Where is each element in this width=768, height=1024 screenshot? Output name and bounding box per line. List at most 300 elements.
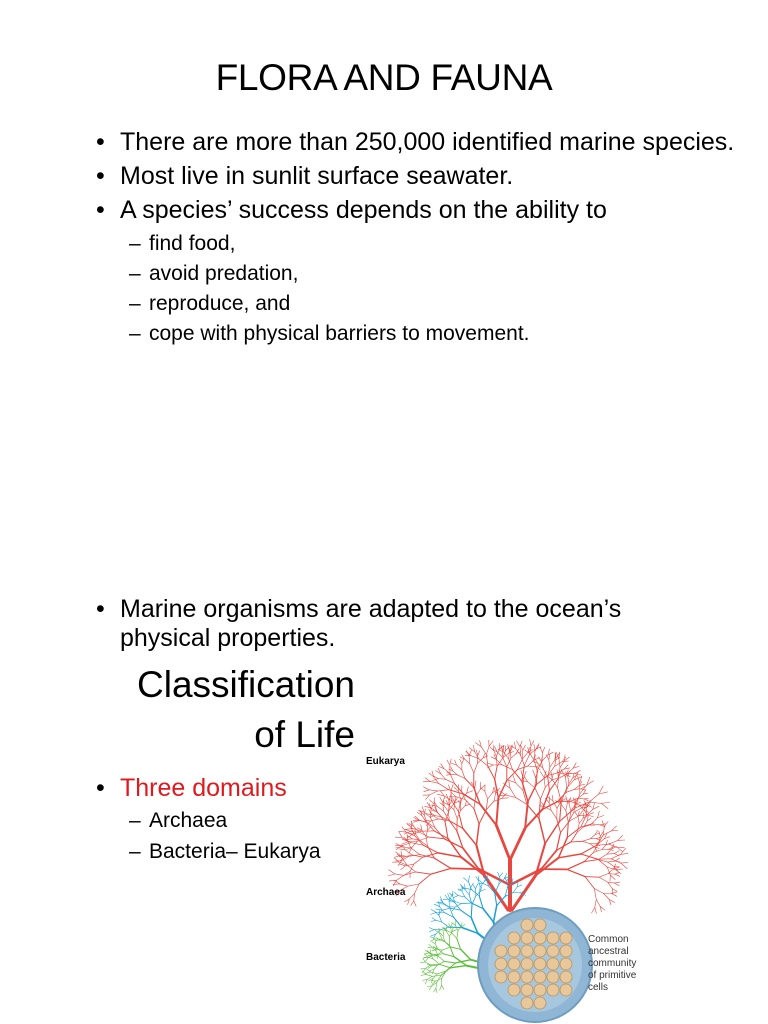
tree-branch (602, 802, 610, 804)
tree-branch (508, 744, 510, 750)
tree-branch (468, 882, 471, 890)
tree-branch (459, 888, 464, 890)
primitive-cell (495, 971, 507, 983)
tree-branch (598, 811, 600, 818)
tree-branch (475, 781, 476, 788)
tree-branch (489, 741, 493, 746)
tree-branch (559, 837, 568, 857)
tree-branch (502, 798, 509, 799)
tree-branch (615, 882, 620, 883)
tree-branch (439, 964, 450, 968)
tree-branch (425, 957, 428, 961)
sub-bullet-reproduce: – reproduce, and (129, 292, 736, 316)
tree-branch (495, 766, 497, 779)
tree-branch (474, 809, 479, 824)
domains-sub-list (120, 809, 356, 864)
tree-branch (585, 877, 594, 889)
primitive-cell (560, 971, 572, 983)
tree-branch (405, 828, 412, 829)
tree-branch (582, 841, 590, 843)
tree-branch (470, 764, 474, 773)
tree-branch (610, 875, 615, 879)
tree-branch (443, 803, 444, 812)
primitive-cell (547, 932, 559, 944)
tree-branch (465, 804, 470, 806)
tree-branch (584, 799, 588, 801)
tree-branch (575, 812, 578, 816)
tree-branch (461, 949, 471, 959)
tree-branch (608, 882, 615, 883)
label-ancestral-line5: cells (588, 982, 609, 993)
tree-branch (528, 766, 536, 767)
tree-branch (607, 854, 614, 855)
tree-branch (517, 885, 522, 887)
tree-branch (608, 861, 615, 862)
tree-branch (539, 818, 545, 843)
bullet-species-count: • There are more than 250,000 identified marine species. (96, 128, 736, 156)
tree-branch (571, 841, 582, 842)
tree-branch (457, 765, 462, 770)
tree-branch (612, 894, 617, 897)
tree-branch (429, 986, 431, 990)
tree-branch (423, 853, 438, 857)
tree-branch (465, 779, 474, 788)
tree-branch (433, 959, 439, 965)
tree-branch (452, 801, 459, 812)
tree-branch (442, 985, 444, 989)
tree-branch (471, 883, 474, 888)
tree-branch (465, 801, 466, 806)
classification-title-line1: Classification (137, 664, 355, 705)
tree-branch (440, 803, 444, 806)
tree-branch (436, 978, 442, 981)
tree-branch (468, 876, 469, 882)
tree-branch (507, 881, 508, 888)
tree-branch (395, 837, 402, 838)
tree-branch (453, 798, 455, 803)
tree-branch (474, 763, 478, 773)
tree-branch (461, 903, 471, 904)
tree-branch (445, 895, 449, 899)
primitive-cell (560, 984, 572, 996)
primitive-cell (508, 971, 520, 983)
tree-branch (589, 802, 601, 804)
tree-branch (596, 900, 600, 907)
tree-branch (432, 975, 441, 976)
tree-branch (530, 739, 531, 746)
label-archaea: Archaea (366, 887, 406, 898)
tree-branch (471, 904, 472, 917)
tree-branch (592, 907, 595, 913)
tree-branch (578, 798, 584, 799)
tree-branch (438, 956, 444, 962)
tree-branch (451, 868, 479, 869)
tree-branch (523, 771, 526, 779)
tree-branch (578, 816, 579, 823)
label-ancestral-line2: ancestral (588, 946, 629, 957)
tree-branch (488, 793, 493, 799)
tree-branch (540, 772, 544, 778)
tree-branch (445, 822, 448, 839)
tree-branch (444, 904, 450, 908)
tree-branch (429, 928, 434, 930)
tree-branch (513, 775, 515, 782)
tree-branch (565, 755, 566, 761)
tree-branch (595, 907, 597, 913)
tree-branch (536, 771, 537, 785)
domain-archaea: – Archaea (129, 809, 356, 833)
tree-branch (612, 889, 617, 892)
tree-branch (399, 849, 405, 850)
primitive-cell (534, 919, 546, 931)
tree-branch (437, 790, 448, 791)
tree-branch (434, 858, 451, 868)
sub-bullet-barriers: – cope with physical barriers to movement. (129, 322, 736, 346)
tree-branch (608, 874, 615, 875)
tree-branch (589, 794, 598, 802)
tree-branch (509, 751, 510, 759)
sub-bullet-predation: – avoid predation, (129, 262, 736, 286)
tree-branch (533, 770, 536, 778)
tree-branch (442, 930, 446, 931)
tree-branch (461, 806, 466, 811)
tree-branch (621, 863, 627, 869)
tree-branch (540, 787, 545, 799)
tree-branch (432, 918, 436, 921)
tree-branch (604, 894, 610, 900)
tree-branch (620, 853, 628, 854)
domains-heading: Three domains (120, 774, 287, 802)
tree-branch (426, 795, 430, 800)
sub-bullet-food: – find food, (129, 232, 736, 256)
tree-branch (467, 791, 473, 793)
tree-branch (590, 822, 594, 825)
tree-branch (510, 869, 541, 885)
tree-branch (393, 880, 396, 885)
label-ancestral-line4: of primitive (588, 970, 637, 981)
primitive-cell (521, 984, 533, 996)
tree-branch (415, 884, 419, 893)
tree-branch (428, 826, 431, 830)
tree-branch (432, 942, 436, 944)
tree-branch (575, 774, 581, 776)
tree-branch (453, 896, 458, 898)
tree-branch (451, 927, 452, 933)
primitive-cell (508, 932, 520, 944)
tree-branch (443, 947, 451, 950)
tree-branch (511, 754, 516, 759)
tree-of-life-figure (360, 685, 660, 1024)
tree-branch (454, 810, 457, 819)
tree-branch (427, 986, 432, 987)
primitive-cell (547, 971, 559, 983)
tree-branch (590, 835, 595, 839)
tree-branch (425, 972, 430, 974)
tree-branch (609, 840, 618, 844)
tree-branch (429, 800, 434, 805)
tree-branch (497, 752, 503, 758)
tree-branch (451, 792, 456, 797)
tree-branch (567, 827, 581, 837)
tree-branch (399, 832, 403, 838)
tree-branch (424, 790, 430, 792)
tree-branch (451, 784, 453, 791)
tree-branch (486, 746, 489, 754)
tree-branch (598, 859, 607, 867)
tree-branch (562, 761, 568, 762)
tree-branch (523, 745, 526, 750)
tree-branch (463, 878, 468, 882)
tree-branch (411, 848, 420, 855)
tree-branch (444, 961, 455, 963)
tree-branch (555, 762, 562, 766)
tree-branch (557, 770, 559, 777)
tree-branch (401, 866, 406, 870)
primitive-cell (508, 945, 520, 957)
tree-branch (602, 845, 606, 850)
tree-branch (421, 974, 426, 975)
tree-branch (421, 962, 426, 963)
tree-branch (418, 837, 429, 841)
primitive-cell (547, 945, 559, 957)
tree-branch (458, 896, 465, 897)
tree-branch (599, 874, 608, 878)
primitive-cell (521, 971, 533, 983)
tree-branch (432, 965, 438, 966)
tree-branch (429, 837, 444, 839)
primitive-cell (534, 997, 546, 1009)
tree-branch (549, 760, 550, 767)
tree-branch (566, 802, 568, 810)
tree-branch (438, 779, 445, 780)
domains-list (96, 773, 356, 871)
tree-branch (520, 747, 521, 756)
tree-branch (416, 872, 431, 874)
tree-branch (590, 844, 595, 848)
tree-branch (479, 810, 486, 824)
tree-branch (621, 863, 628, 864)
tree-branch (611, 854, 620, 858)
tree-branch (494, 906, 497, 922)
tree-branch (394, 858, 399, 862)
tree-branch (441, 774, 446, 780)
tree-branch (614, 854, 619, 856)
tree-branch (608, 862, 614, 866)
tree-branch (561, 804, 566, 811)
tree-branch (411, 901, 414, 906)
tree-branch (430, 970, 434, 971)
tree-branch (539, 757, 542, 761)
primitive-cell (547, 958, 559, 970)
tree-branch (431, 981, 436, 982)
tree-branch (460, 759, 462, 763)
adapted-bullet-list (96, 595, 696, 653)
ancestral-community-circle (478, 908, 592, 1022)
label-ancestral-line1: Common (588, 934, 629, 945)
tree-branch (425, 778, 430, 782)
tree-branch (396, 875, 403, 880)
tree-branch (414, 901, 416, 906)
tree-branch (494, 793, 496, 801)
tree-branch (528, 760, 534, 766)
tree-branch (431, 868, 451, 874)
tree-branch (462, 891, 465, 897)
tree-branch (444, 806, 448, 812)
primitive-cell (560, 932, 572, 944)
tree-branch (540, 747, 542, 752)
domain-bacteria-eukarya: – Bacteria– Eukarya (129, 840, 356, 864)
label-ancestral (588, 934, 637, 993)
tree-branch (481, 889, 486, 891)
tree-branch (603, 826, 604, 835)
tree-branch (549, 797, 550, 803)
tree-branch (424, 809, 425, 815)
tree-branch (444, 800, 445, 805)
tree-branch (465, 759, 470, 764)
primitive-cell (547, 984, 559, 996)
tree-branch (599, 877, 608, 882)
classification-title (100, 660, 355, 760)
primitive-cell (521, 932, 533, 944)
tree-branch (610, 875, 611, 881)
primitive-cell (521, 958, 533, 970)
tree-branch (481, 747, 486, 755)
tree-branch (615, 872, 620, 874)
primitive-cell (508, 958, 520, 970)
tree-branch (476, 824, 479, 845)
tree-branch (620, 848, 625, 854)
bullet-success-text: A species’ success depends on the ability to (120, 196, 607, 224)
tree-branch (507, 770, 518, 781)
tree-branch (513, 887, 517, 893)
tree-branch (434, 965, 438, 969)
tree-branch (395, 874, 404, 875)
tree-branch (527, 805, 539, 819)
success-sub-list (120, 232, 736, 346)
tree-branch (585, 877, 599, 878)
tree-branch (592, 824, 600, 825)
bullet-success (96, 196, 736, 346)
tree-branch (457, 939, 461, 950)
tree-branch (520, 745, 522, 750)
tree-branch (431, 939, 435, 942)
tree-branch (404, 872, 416, 875)
tree-branch (423, 980, 428, 981)
tree-branch (388, 874, 394, 876)
tree-branch (436, 983, 437, 989)
tree-branch (429, 790, 437, 791)
domains-bullet (96, 773, 356, 864)
tree-branch (531, 741, 534, 746)
tree-branch (481, 887, 482, 892)
tree-branch (469, 756, 470, 764)
tree-branch (567, 869, 585, 876)
primitive-cell (534, 932, 546, 944)
primitive-cell (560, 945, 572, 957)
tree-branch (503, 746, 504, 752)
tree-branch (510, 828, 525, 860)
tree-branch (407, 865, 416, 872)
tree-branch (431, 920, 436, 921)
tree-branch (614, 851, 619, 854)
tree-branch (389, 870, 395, 874)
tree-branch (474, 796, 476, 808)
tree-branch (437, 806, 444, 811)
tree-branch (615, 883, 620, 886)
primitive-cell (560, 958, 572, 970)
tree-branch (450, 947, 460, 949)
tree-branch (539, 799, 540, 818)
tree-branch (425, 965, 430, 969)
tree-branch (550, 779, 559, 791)
tree-branch (549, 755, 550, 760)
tree-branch (600, 824, 606, 825)
primitive-cell (534, 945, 546, 957)
primitive-cell (521, 919, 533, 931)
page-title: FLORA AND FAUNA (215, 57, 553, 98)
tree-branch (615, 874, 620, 876)
primitive-cell (495, 945, 507, 957)
tree-branch (595, 900, 597, 908)
tree-branch (465, 890, 469, 895)
tree-branch (485, 791, 488, 799)
tree-branch (424, 953, 429, 954)
tree-branch (431, 913, 436, 915)
tree-branch (440, 985, 442, 990)
tree-branch (455, 893, 459, 896)
tree-branch (438, 853, 461, 857)
tree-branch (436, 940, 440, 941)
tree-branch (611, 859, 621, 863)
tree-branch (569, 804, 571, 812)
tree-branch (429, 930, 434, 932)
tree-branch (478, 751, 480, 756)
tree-branch (566, 777, 567, 788)
tree-branch (457, 931, 458, 939)
tree-branch (530, 753, 534, 760)
tree-branch (399, 831, 406, 832)
tree-branch (602, 804, 609, 809)
tree-branch (436, 949, 442, 950)
tree-branch (479, 880, 483, 883)
tree-branch (449, 924, 451, 927)
bullet-sunlit: • Most live in sunlit surface seawater. (96, 162, 736, 190)
tree-branch (400, 884, 408, 886)
tree-branch (479, 759, 488, 766)
tree-branch (443, 932, 444, 936)
tree-branch (598, 816, 604, 818)
tree-branch (479, 887, 480, 896)
tree-branch (514, 742, 515, 748)
tree-branch (440, 797, 443, 802)
primitive-cell (508, 984, 520, 996)
tree-branch (476, 884, 478, 889)
tree-branch (550, 760, 555, 767)
primitive-cell (534, 971, 546, 983)
tree-branch (478, 883, 483, 884)
tree-branch (618, 836, 623, 841)
tree-branch (463, 828, 477, 845)
tree-branch (544, 778, 545, 788)
tree-branch (568, 777, 569, 784)
tree-branch (450, 800, 453, 804)
tree-branch (425, 980, 427, 985)
label-ancestral-line3: community (588, 958, 637, 969)
tree-branch (423, 787, 429, 790)
tree-branch (599, 831, 601, 836)
tree-branch (567, 862, 584, 870)
tree-branch (414, 857, 423, 864)
